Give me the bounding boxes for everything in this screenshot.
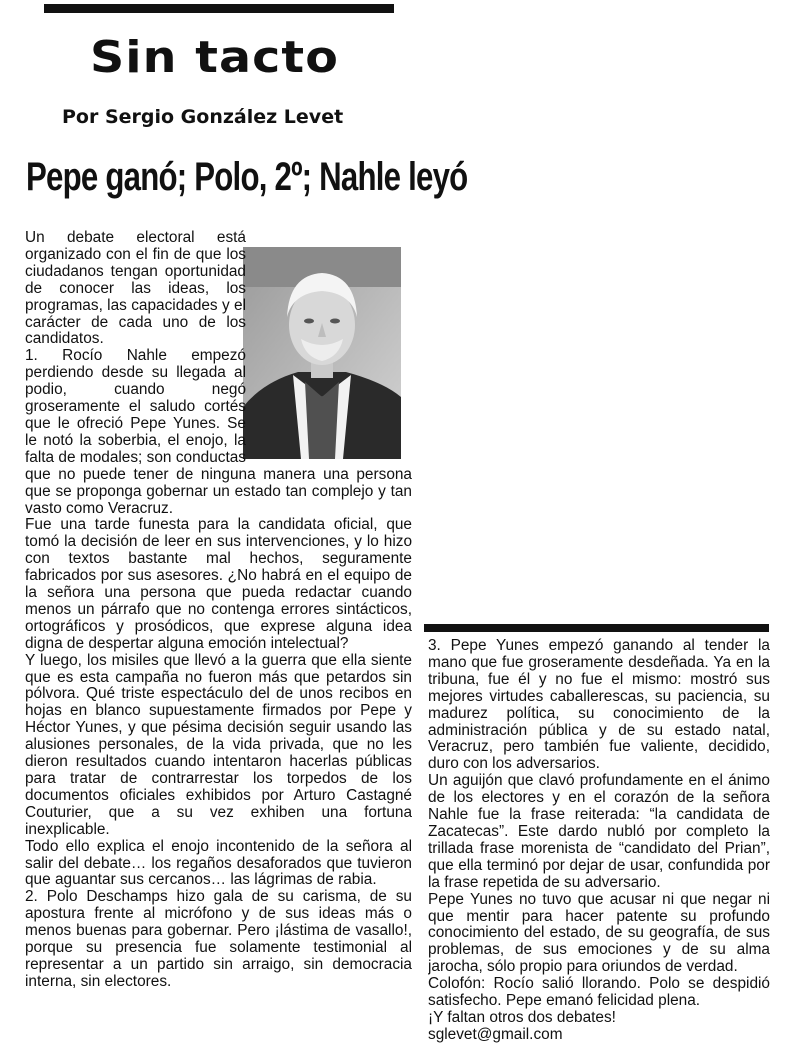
paragraph: Todo ello explica el enojo incontenido de la señora al salir del debate… los regaños desaforados que tuvieron que aguantar sus cercanos… las lágrimas de rabia. [25,837,412,889]
paragraph: Un aguijón que clavó profundamente en el ánimo de los electores y en el corazón de la señora Nahle fue la frase reiterada: “la candidata de Zacatecas”. Este dardo nubló por completo la trillada frase morenista de “candidato del Prian”, que ella terminó por dejar de usar, confundida por la frase repetida de su adversario. [428,772,770,891]
paragraph: Y luego, los misiles que llevó a la guerra que ella siente que es esta campaña no fueron más que petardos sin pólvora. Qué triste espectáculo del de unos recibos en hojas en blanco supuestamente firmados por Pepe y Héctor Yunes, y que pésima decisión seguir usando las alusiones personales, de la vida privada, que no les dieron resultados cuando intentaron hacerlas públicas para tratar de contrarrestar los torpedos de los documentos oficiales exhibidos por Arturo Castagné Couturier, que a su vez exhiben una fortuna inexplicable. [25,651,412,838]
article-right-column [428,638,770,1050]
paragraph: Un debate electoral está organizado con el fin de que los ciudadanos tengan oportunidad de conocer las ideas, los programas, las capacidades y el carácter de cada uno de los candidatos. [25,230,246,348]
paragraph: 3. Pepe Yunes empezó ganando al tender la mano que fue groseramente desdeñada. Ya en la tribuna, fue él y no fue el mismo: mostró sus mejores virtudes caballerescas, su paciencia, su madurez política, su conocimiento de la administración pública y de su estado natal, Veracruz, pero también fue valiente, decidido, duro con los adversarios. [428,638,770,773]
paragraph: ¡Y faltan otros dos debates! [428,1008,616,1026]
author-email[interactable]: sglevet@gmail.com [428,1025,563,1043]
column-title: Sin tacto [90,32,339,83]
top-rule [44,4,394,13]
paragraph: Pepe Yunes no tuvo que acusar ni que negar ni que mentir para hacer patente su profundo conocimiento del estado, de su geografía, de sus problemas, de sus emociones y de su alma jarocha, sólo propio para oriundos de verdad. [428,890,770,976]
column-divider [424,624,769,632]
paragraph: Colofón: Rocío salió llorando. Polo se despidió satisfecho. Pepe emanó felicidad plena. [428,975,770,1010]
paragraph: Fue una tarde funesta para la candidata oficial, que tomó la decisión de leer en sus intervenciones, y lo hizo con textos bastante mal hechos, seguramente fabricados por sus asesores. ¿No habrá en el equipo de la señora una persona que pueda redactar cuando menos un párrafo que no contenga errores sintácticos, ortográficos y prosódicos, que exprese alguna idea digna de despertar alguna emoción intelectual? [25,516,412,652]
paragraph: 2. Polo Deschamps hizo gala de su carisma, de su apostura frente al micrófono y de sus ideas más o menos buenas para gobernar. Pero ¡lástima de vasallo!, porque su presencia fue solamente testimonial al representar a un partido sin arraigo, sin democracia interna, sin electores. [25,888,412,990]
headline: Pepe ganó; Polo, 2º; Nahle leyó [26,155,468,199]
photo-wrap-space [246,230,412,464]
article-left-column [25,230,412,1050]
byline: Por Sergio González Levet [62,106,344,128]
paragraph: 1. Rocío Nahle empezó perdiendo desde su llegada al podio, cuando negó groseramente el saludo cortés que le ofreció Pepe Yunes. Se le notó la soberbia, el enojo, la falta de modales; son conductas que no puede tener de ninguna manera una persona que se proponga gobernar un estado tan complejo y tan vasto como Veracruz. [25,347,412,517]
